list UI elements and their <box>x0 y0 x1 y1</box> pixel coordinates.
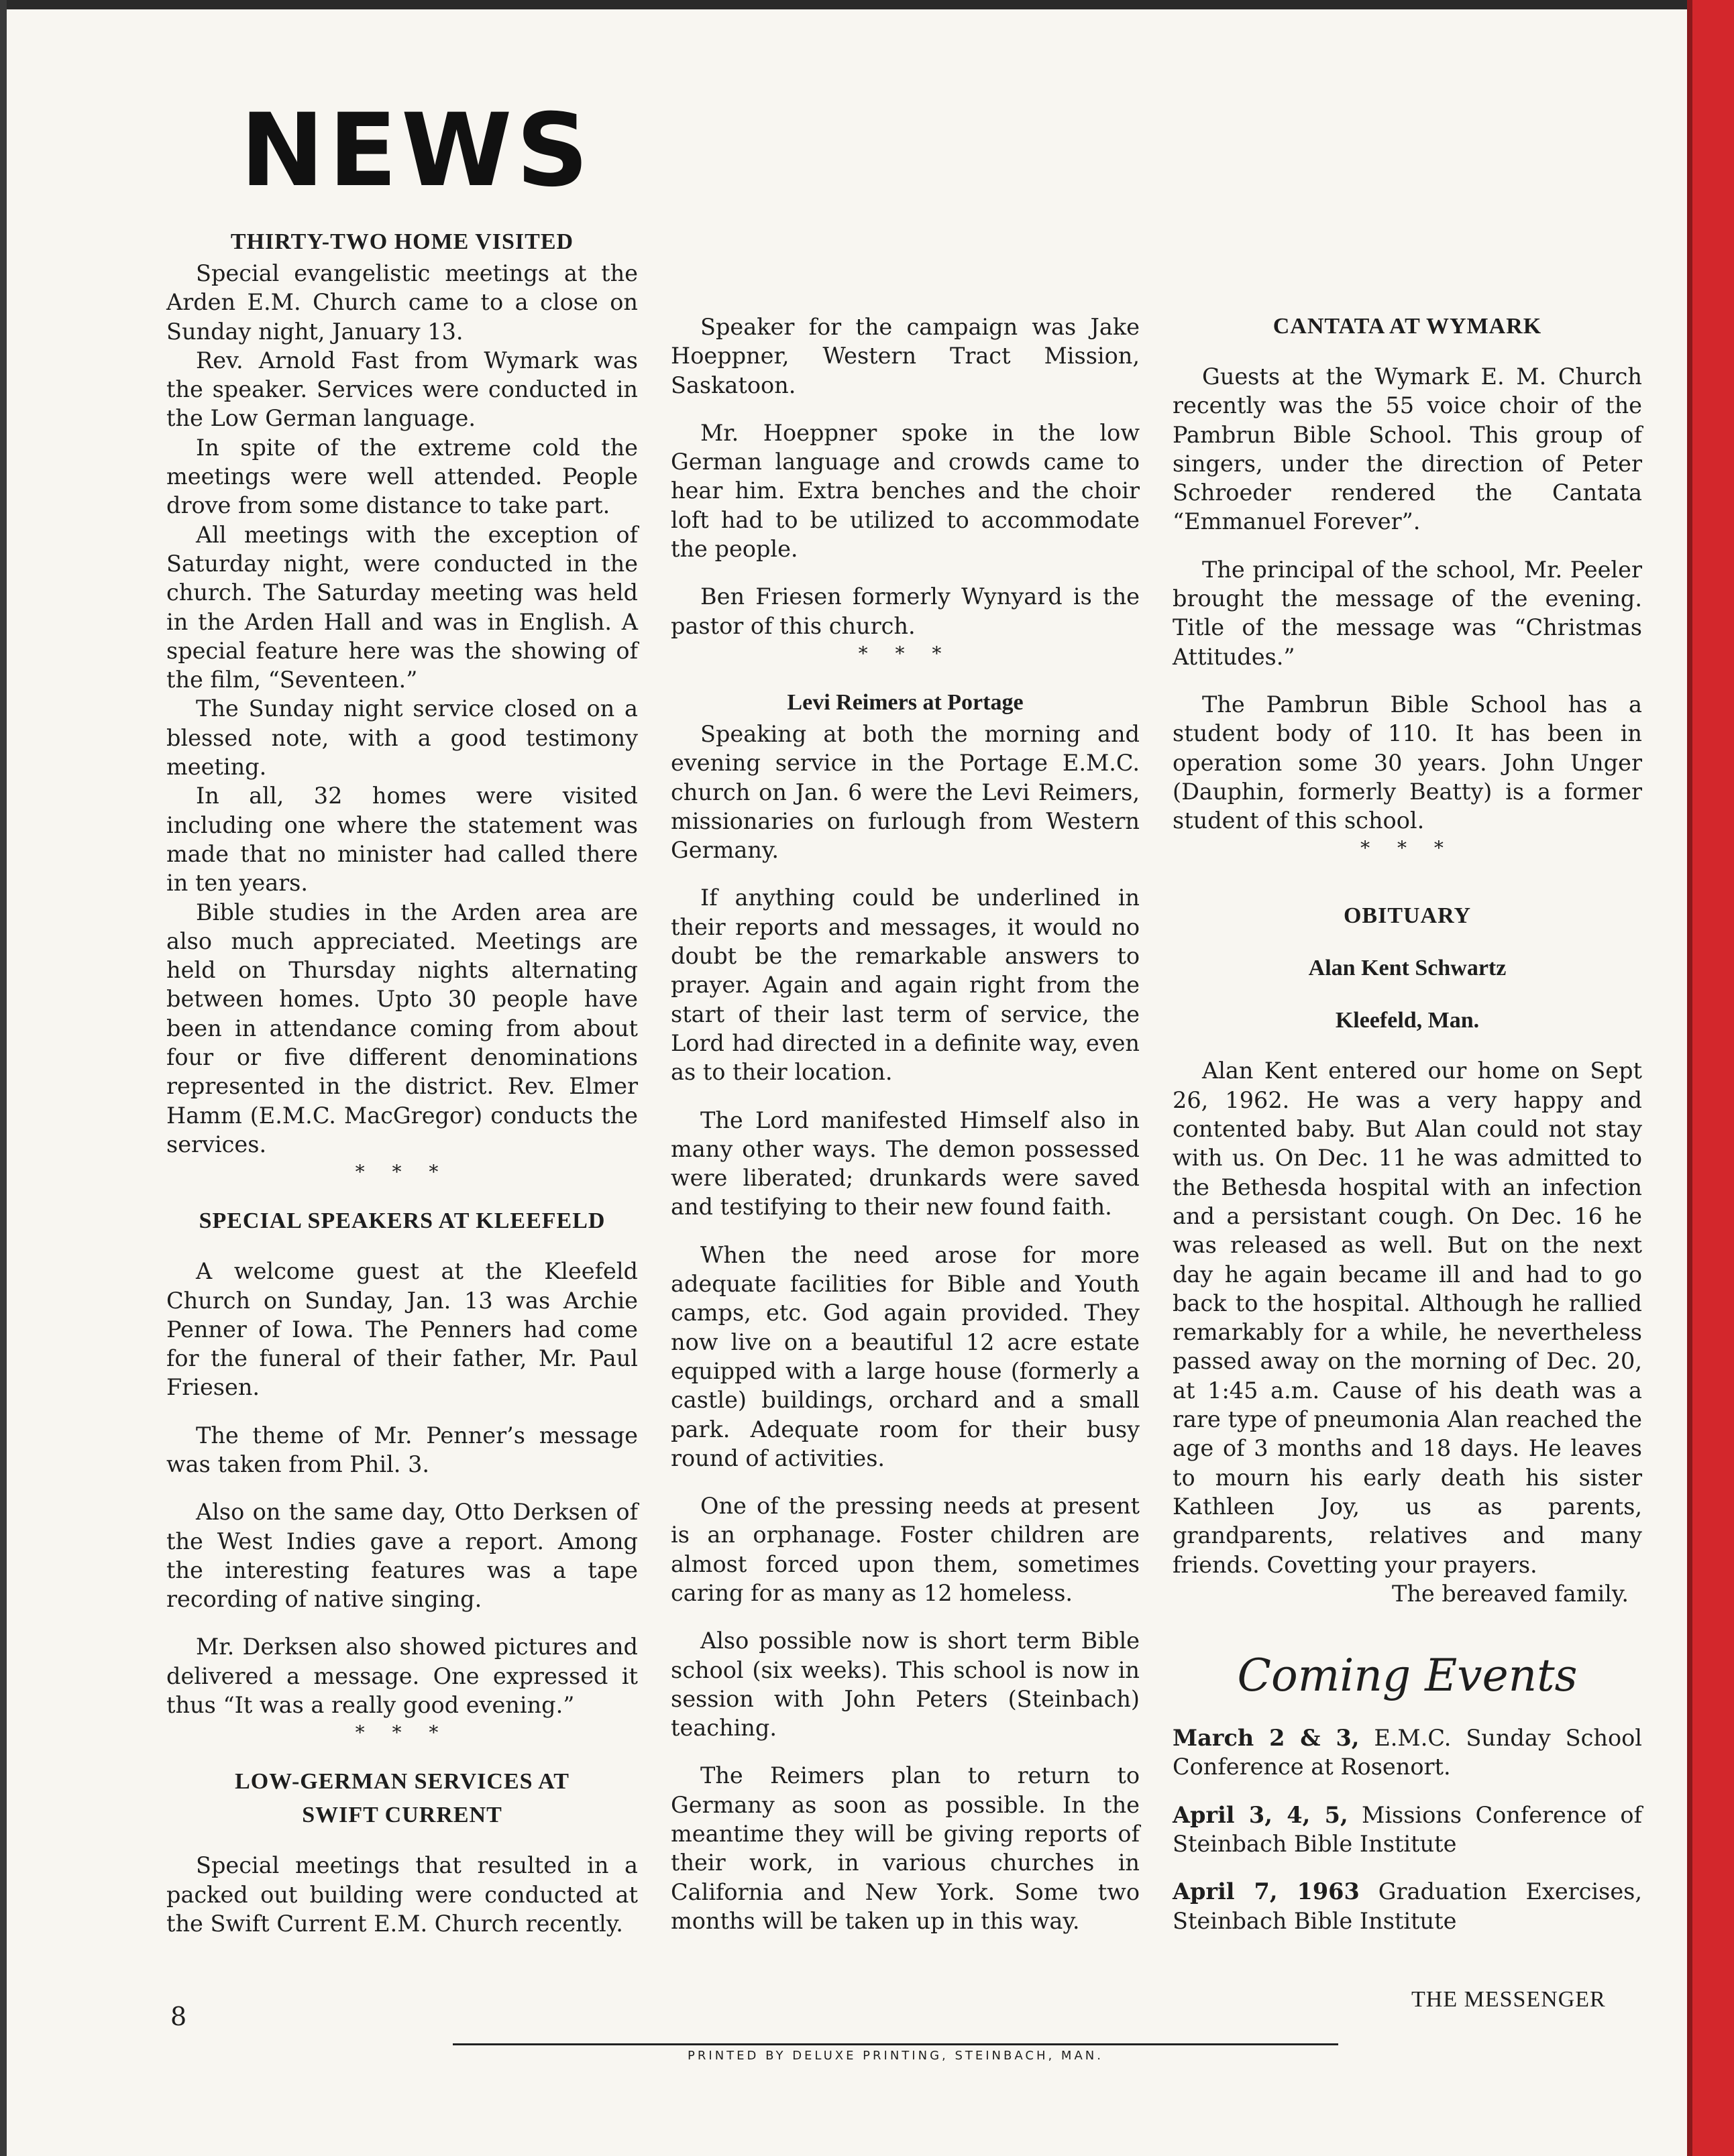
paragraph: The Pambrun Bible School has a student body of 110. It has been in operation some 30 years. John Unger (Dauphin, formerly Beatty) is a former student of this school. <box>1173 691 1642 834</box>
page-edge-left <box>0 0 7 2156</box>
event-item: March 2 & 3, E.M.C. Sunday School Conference at Rosenort. <box>1173 1725 1642 1780</box>
paragraph: If anything could be underlined in their reports and messages, it would no doubt be the remarkable answers to prayer. Again and again right from the start of their last term of service, the Lord had directed in a definite way, even as to their location. <box>671 885 1140 1086</box>
obituary-signature: The bereaved family. <box>1391 1580 1629 1607</box>
headline-line-2: SWIFT CURRENT <box>302 1803 502 1828</box>
coming-events-title: Coming Events <box>1237 1650 1578 1702</box>
headline-cantata-wymark: CANTATA AT WYMARK <box>1272 314 1542 339</box>
paragraph: Also possible now is short term Bible school (six weeks). This school is now in session with John Peters (Steinbach) teaching. <box>671 1628 1140 1742</box>
paragraph: Rev. Arnold Fast from Wymark was the speaker. Services were conducted in the Low German language. <box>166 347 638 432</box>
paragraph: Mr. Derksen also showed pictures and delivered a message. One expressed it thus “It was a really good evening.” <box>166 1634 638 1719</box>
obituary-place: Kleefeld, Man. <box>1335 1008 1480 1033</box>
printer-credit: PRINTED BY DELUXE PRINTING, STEINBACH, MAN. <box>688 2049 1103 2063</box>
page-number: 8 <box>170 2002 187 2031</box>
obituary-name: Alan Kent Schwartz <box>1308 956 1507 981</box>
section-divider: * * * <box>355 1721 449 1744</box>
paragraph: Also on the same day, Otto Derksen of the West Indies gave a report. Among the interesting features was a tape recording of native singing. <box>166 1499 638 1613</box>
paragraph: All meetings with the exception of Saturday night, were conducted in the church. The Saturday meeting was held in the Arden Hall and was in English. A special feature here was the showing of the film, “Seventeen.” <box>166 521 638 693</box>
paragraph: One of the pressing needs at present is an orphanage. Foster children are almost forced upon them, sometimes caring for as many as 12 homeless. <box>671 1493 1140 1606</box>
paragraph: Speaking at both the morning and evening service in the Portage E.M.C. church on Jan. 6 were the Levi Reimers, missionaries on furlough from Western Germany. <box>671 720 1140 864</box>
section-divider: * * * <box>858 642 953 665</box>
paragraph: When the need arose for more adequate facilities for Bible and Youth camps, etc. God again provided. They now live on a beautiful 12 acre estate equipped with a large house (formerly a castle) buildings, orchard and a small park. Adequate room for their busy round of activities. <box>671 1241 1140 1471</box>
column-1 <box>166 225 638 1938</box>
paragraph: In all, 32 homes were visited including one where the statement was made that no minister had called there in ten years. <box>166 783 638 897</box>
page-edge-top <box>0 0 1734 9</box>
headline-line-1: LOW-GERMAN SERVICES AT <box>235 1769 570 1795</box>
headline-levi-reimers: Levi Reimers at Portage <box>787 689 1024 715</box>
headline-special-speakers: SPECIAL SPEAKERS AT KLEEFELD <box>199 1208 606 1234</box>
paragraph: Mr. Hoeppner spoke in the low German language and crowds came to hear him. Extra benches and the choir loft had to be utilized to accommodate the people. <box>671 419 1140 563</box>
event-item: April 7, 1963 Graduation Exercises, Steinbach Bible Institute <box>1173 1878 1642 1934</box>
paragraph: In spite of the extreme cold the meetings were well attended. People drove from some distance to take part. <box>166 434 638 519</box>
event-item: April 3, 4, 5, Missions Conference of Steinbach Bible Institute <box>1173 1801 1642 1857</box>
paragraph: Bible studies in the Arden area are also much appreciated. Meetings are held on Thursday nights alternating between homes. Upto 30 people have been in attendance coming from about four or five different denominations represented in the district. Rev. Elmer Hamm (E.M.C. MacGregor) conducts the services. <box>166 899 638 1157</box>
column-3 <box>1173 310 1642 1935</box>
headline-thirty-two-homes: THIRTY-TWO HOME VISITED <box>230 229 574 254</box>
headline-low-german-services <box>166 1765 638 1832</box>
cover-edge-red <box>1692 0 1734 2156</box>
paragraph: Speaker for the campaign was Jake Hoeppner, Western Tract Mission, Saskatoon. <box>671 314 1140 398</box>
paragraph: Guests at the Wymark E. M. Church recently was the 55 voice choir of the Pambrun Bible School. This group of singers, under the direction of Peter Schroeder rendered the Cantata “Emmanuel Forever”. <box>1173 363 1642 535</box>
paragraph: A welcome guest at the Kleefeld Church on Sunday, Jan. 13 was Archie Penner of Iowa. The Penners had come for the funeral of their father, Mr. Paul Friesen. <box>166 1258 638 1401</box>
paragraph: Alan Kent entered our home on Sept 26, 1962. He was a very happy and contented baby. But Alan could not stay with us. On Dec. 11 he was admitted to the Bethesda hospital with an infection and a persistant cough. On Dec. 16 he was released as well. But on the next day he again became ill and had to go back to the hospital. Although he rallied remarkably for a while, he nevertheless passed away on the morning of Dec. 20, at 1:45 a.m. Cause of his death was a rare type of pneumonia Alan reached the age of 3 months and 18 days. He leaves to mourn his early death his sister Kathleen Joy, us as parents, grandparents, relatives and many friends. Covetting your prayers. <box>1173 1058 1642 1578</box>
paragraph: The Reimers plan to return to Germany as soon as possible. In the meantime they will be giving reports of their work, in various churches in California and New York. Some two months will be taken up in this way. <box>671 1762 1140 1934</box>
paragraph: Special evangelistic meetings at the Arden E.M. Church came to a close on Sunday night, January 13. <box>166 260 638 345</box>
paragraph: The principal of the school, Mr. Peeler brought the message of the evening. Title of the message was “Christmas Attitudes.” <box>1173 556 1642 670</box>
section-divider: * * * <box>1360 837 1454 860</box>
paragraph: The Lord manifested Himself also in many other ways. The demon possessed were liberated; drunkards were saved and testifying to their new found faith. <box>671 1107 1140 1221</box>
masthead-news: NEWS <box>240 93 593 209</box>
headline-obituary: OBITUARY <box>1343 903 1472 929</box>
paragraph: Special meetings that resulted in a packed out building were conducted at the Swift Current E.M. Church recently. <box>166 1852 638 1937</box>
column-2 <box>671 313 1140 1935</box>
paragraph: The theme of Mr. Penner’s message was taken from Phil. 3. <box>166 1422 638 1477</box>
paragraph: Ben Friesen formerly Wynyard is the pastor of this church. <box>671 583 1140 639</box>
magazine-title: THE MESSENGER <box>1411 1987 1606 2012</box>
section-divider: * * * <box>355 1161 449 1184</box>
footer-rule <box>453 2043 1338 2045</box>
cover-edge-shadow <box>1687 0 1692 2156</box>
paragraph: The Sunday night service closed on a blessed note, with a good testimony meeting. <box>166 695 638 781</box>
